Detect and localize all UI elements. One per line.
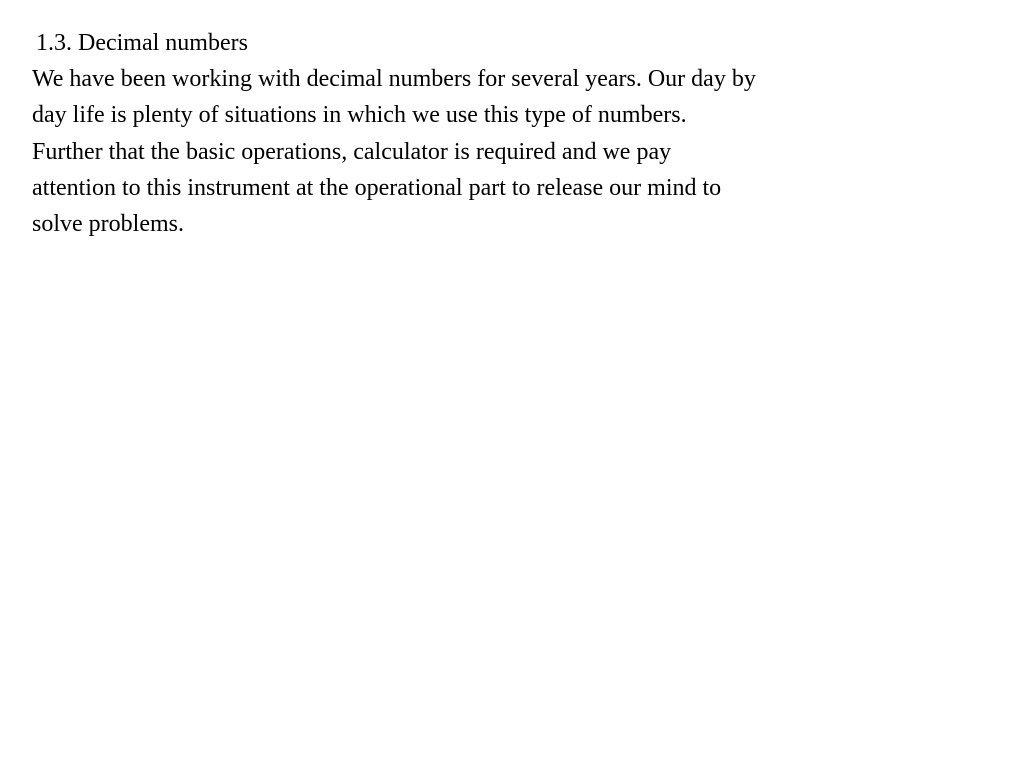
paragraph-line: Further that the basic operations, calculator is required and we pay [32, 139, 672, 165]
paragraph-line: solve problems. [32, 211, 184, 237]
paragraph-line: We have been working with decimal numbers for several years. Our day by [32, 66, 756, 92]
paragraph-line: day life is plenty of situations in which we use this type of numbers. [32, 102, 687, 128]
paragraph-line: attention to this instrument at the operational part to release our mind to [32, 175, 722, 201]
section-heading: 1.3. Decimal numbers [36, 30, 248, 56]
